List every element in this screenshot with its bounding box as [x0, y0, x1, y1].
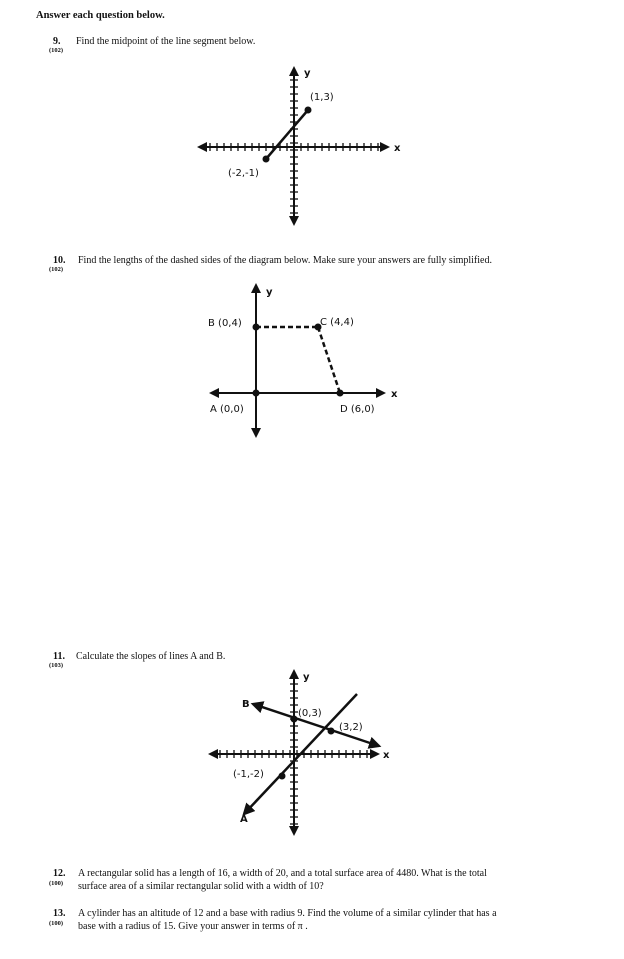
question-9-number: 9. [53, 36, 61, 47]
graph-11-point-3 [279, 773, 286, 780]
graph-11-label-1: (0,3) [298, 708, 322, 719]
graph-9-segment [266, 110, 308, 159]
question-13-line-1: A cylinder has an altitude of 12 and a base with radius 9. Find the volume of a similar cylinder that has a [78, 908, 497, 919]
question-9-text: Find the midpoint of the line segment below. [76, 36, 256, 47]
question-11-code: (103) [49, 662, 64, 669]
graph-10-point-d [337, 390, 344, 397]
graph-9-point-a [305, 107, 312, 114]
graph-11-label-b: B [242, 699, 250, 710]
question-13-number: 13. [53, 908, 66, 919]
graph-11-label-a: A [240, 814, 248, 825]
question-10-code: (102) [49, 266, 64, 273]
page-heading: Answer each question below. [36, 10, 165, 21]
graph-9-y-label: y [304, 68, 311, 79]
question-12-line-1: A rectangular solid has a length of 16, a width of 20, and a total surface area of 4480. What is the total [78, 868, 487, 879]
graph-11-label-2: (3,2) [339, 722, 363, 733]
graph-11-point-1 [291, 716, 298, 723]
question-10-text: Find the lengths of the dashed sides of the diagram below. Make sure your answers are fully simplified. [78, 255, 492, 266]
question-12-line-2: surface area of a similar rectangular solid with a width of 10? [78, 881, 324, 892]
graph-10-label-a: A (0,0) [210, 404, 244, 415]
question-12-code: (100) [49, 880, 64, 887]
graph-10-x-label: x [391, 389, 398, 400]
question-11-text: Calculate the slopes of lines A and B. [76, 651, 226, 662]
graph-11 [210, 671, 390, 834]
graph-10-label-c: C (4,4) [320, 317, 354, 328]
question-12-number: 12. [53, 868, 66, 879]
question-11-number: 11. [53, 651, 65, 662]
graph-10-dashed-cd [318, 327, 340, 393]
question-9-code: (102) [49, 47, 64, 54]
graph-9-point-b [263, 156, 270, 163]
graph-10-point-b [253, 324, 260, 331]
graph-10-point-a [253, 390, 260, 397]
graph-9-label-a: (1,3) [310, 92, 334, 103]
graph-11-x-label: x [383, 750, 390, 761]
graph-11-y-label: y [303, 672, 310, 683]
graph-9-label-b: (-2,-1) [228, 168, 259, 179]
graph-10 [208, 285, 398, 436]
question-13-line-2: base with a radius of 15. Give your answer in terms of π . [78, 921, 308, 932]
graph-10-label-b: B (0,4) [208, 318, 242, 329]
graph-10-label-d: D (6,0) [340, 404, 375, 415]
graph-10-y-label: y [266, 287, 273, 298]
graph-11-label-3: (-1,-2) [233, 769, 264, 780]
graph-11-point-2 [328, 728, 335, 735]
graph-9-x-label: x [394, 143, 401, 154]
graph-9 [199, 68, 401, 224]
question-10-number: 10. [53, 255, 66, 266]
question-13-code: (100) [49, 920, 64, 927]
